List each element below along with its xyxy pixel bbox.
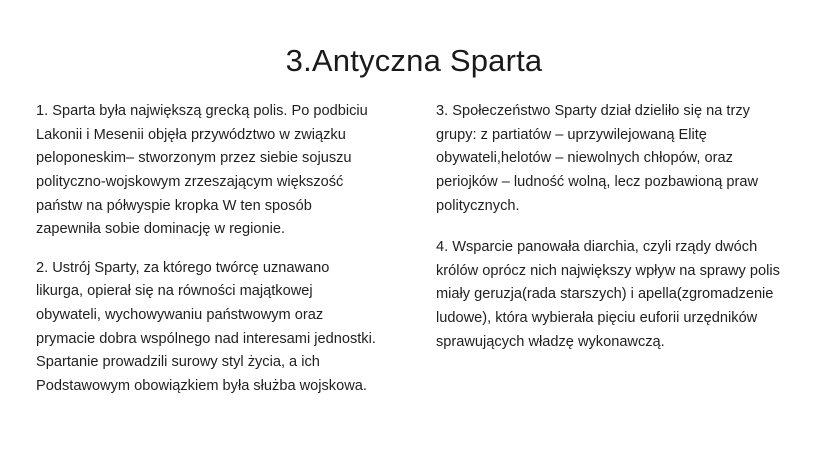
left-text-column [0, 100, 414, 399]
page-title: 3.Antyczna Sparta [285, 43, 543, 78]
paragraph: 4. Wsparcie panowała diarchia, czyli rządy dwóch królów oprócz nich największy wpływ na sprawy polis miały geruzja(rada starszych) i apella(zgromadzenie ludowe), która wybierała pięciu euforii urzędników sprawujących władzę wykonawczą. [436, 239, 780, 350]
paragraph: 2. Ustrój Sparty, za którego twórcę uznawano likurga, opierał się na równości majątkowej obywateli, wychowywaniu państwowym oraz prymacie dobra wspólnego nad interesami jednostki. Spartanie prowadzili surowy styl życia, a ich Podstawowym obowiązkiem była służba wojskowa. [36, 259, 376, 395]
content-columns [0, 100, 828, 399]
paragraph: 1. Sparta była największą grecką polis. Po podbiciu Lakonii i Mesenii objęła przywództwo w związku peloponeskim– stworzonym przez siebie sojuszu polityczno-wojskowym zrzeszającym większość państw na półwyspie kropka W ten sposób zapewniła sobie dominację w regionie. [36, 103, 368, 238]
paragraph: 3. Społeczeństwo Sparty dział dzieliło się na trzy grupy: z partiatów – uprzywilejowaną Elitę obywateli,helotów – niewolnych chłopów, oraz periojków – ludność wolną, lecz pozbawioną praw politycznych. [436, 103, 759, 214]
right-text-column [414, 100, 828, 372]
